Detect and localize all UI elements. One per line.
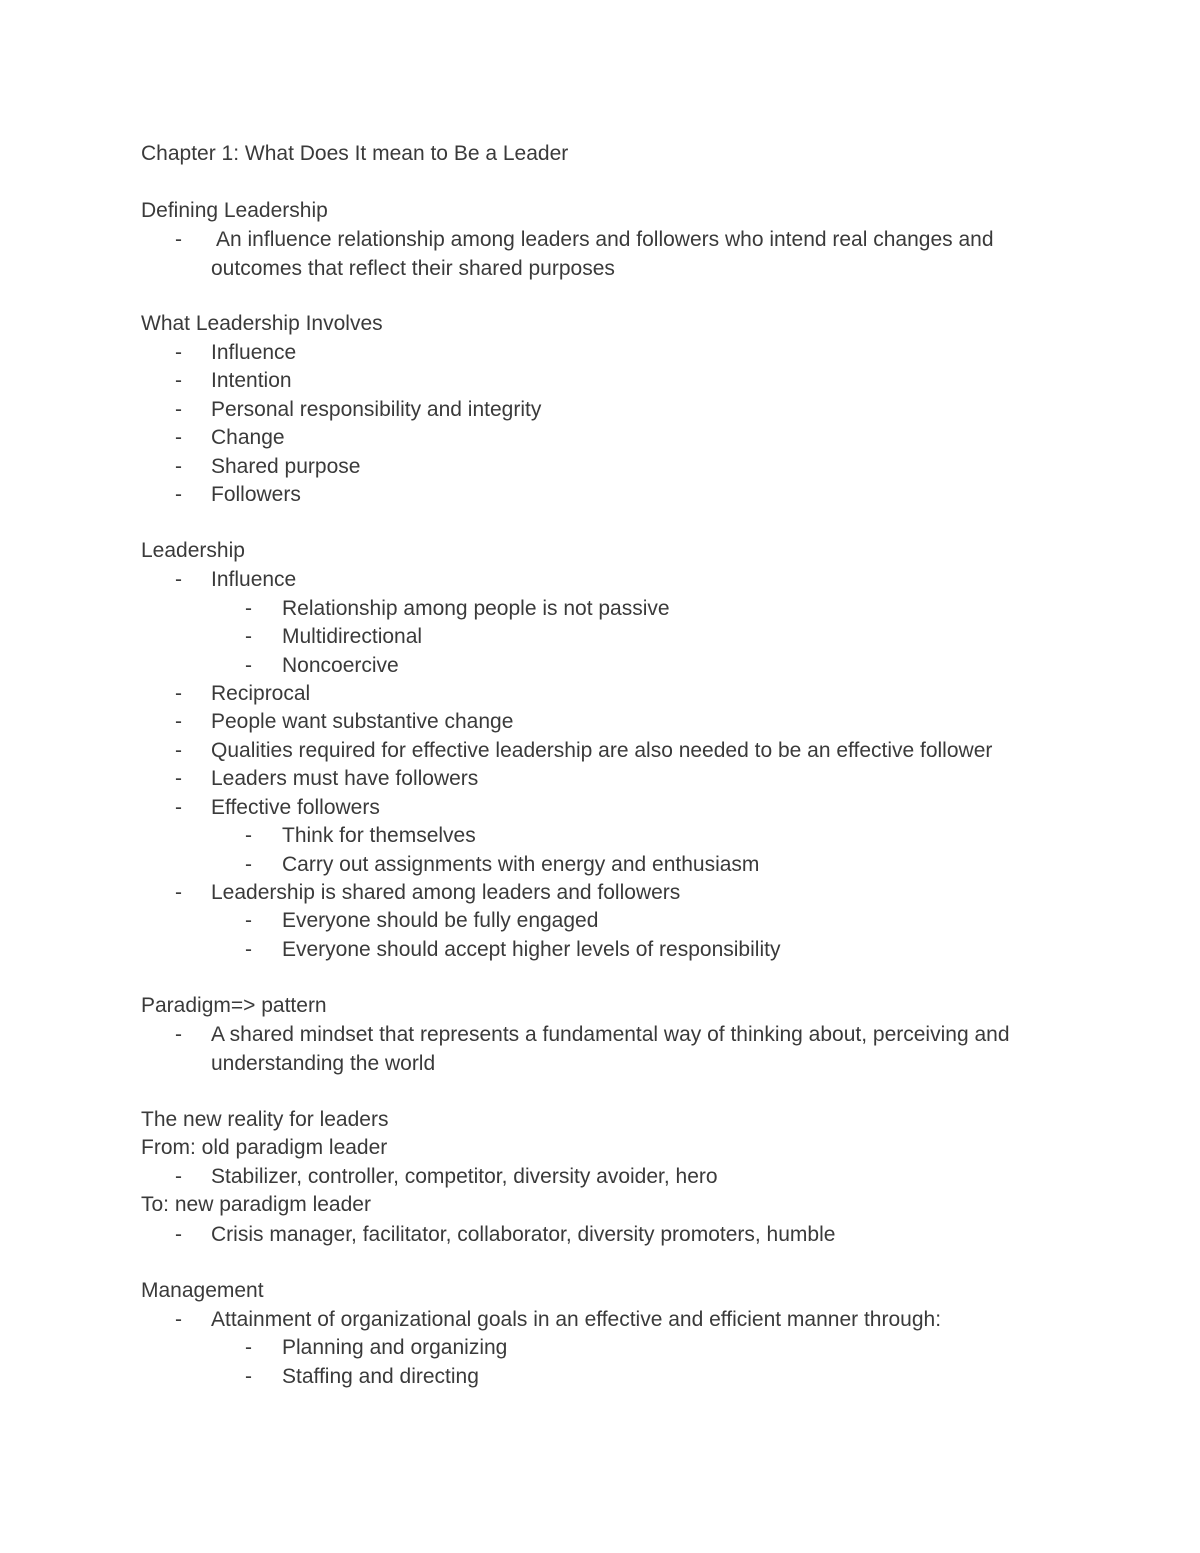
list-item-text: Crisis manager, facilitator, collaborator, diversity promoters, humble: [211, 1223, 836, 1246]
bullet-dash: -: [175, 341, 182, 364]
list-item: [175, 708, 1075, 737]
sub-list-item: [245, 1334, 1145, 1363]
bullet-dash: -: [245, 625, 252, 648]
list-item-text: Change: [211, 426, 285, 449]
list-item-text: Intention: [211, 369, 292, 392]
bullet-dash: -: [175, 369, 182, 392]
section-heading-leadership: Leadership: [141, 539, 245, 562]
list-item: [175, 367, 1075, 396]
list-item-text: Carry out assignments with energy and enthusiasm: [282, 853, 760, 876]
list-item-text: Personal responsibility and integrity: [211, 398, 542, 421]
list-item-text: Attainment of organizational goals in an effective and efficient manner through:: [211, 1308, 942, 1331]
sub-list-item: [245, 1363, 1145, 1392]
list-item-text: An influence relationship among leaders and followers who intend real changes and outcomes that reflect their shared purposes: [211, 228, 994, 280]
bullet-dash: -: [175, 228, 182, 251]
list-item: [175, 424, 1075, 453]
list-item-text: Influence: [211, 568, 297, 591]
section-heading-involves: What Leadership Involves: [141, 312, 383, 335]
list-item-text: Planning and organizing: [282, 1336, 508, 1359]
section-heading-paradigm: Paradigm=> pattern: [141, 994, 327, 1017]
list-item: [175, 1163, 1075, 1192]
sub-list-item: [245, 907, 1145, 936]
list-item-text: People want substantive change: [211, 710, 514, 733]
list-item: [175, 879, 1075, 908]
list-item-text: Everyone should be fully engaged: [282, 909, 599, 932]
bullet-dash: -: [175, 1223, 182, 1246]
bullet-dash: -: [175, 739, 182, 762]
list-item: [175, 765, 1075, 794]
list-item-text: Reciprocal: [211, 682, 311, 705]
bullet-dash: -: [175, 796, 182, 819]
bullet-dash: -: [245, 824, 252, 847]
list-item-text: Relationship among people is not passive: [282, 597, 670, 620]
bullet-dash: -: [245, 938, 252, 961]
list-item: [175, 794, 1075, 823]
list-item-text: Leadership is shared among leaders and followers: [211, 881, 681, 904]
bullet-dash: -: [175, 398, 182, 421]
section-heading-reality: The new reality for leaders: [141, 1108, 389, 1131]
list-item: [175, 481, 1075, 510]
sub-list-item: [245, 936, 1145, 965]
bullet-dash: -: [175, 710, 182, 733]
bullet-dash: -: [175, 1165, 182, 1188]
list-item-text: Qualities required for effective leadership are also needed to be an effective follower: [211, 739, 993, 762]
bullet-dash: -: [245, 853, 252, 876]
from-label: From: old paradigm leader: [141, 1136, 388, 1159]
sub-list-item: [245, 595, 1145, 624]
sub-list-item: [245, 851, 1145, 880]
sub-list-item: [245, 822, 1145, 851]
list-item-text: Leaders must have followers: [211, 767, 479, 790]
list-item: [175, 680, 1075, 709]
list-item-text: Think for themselves: [282, 824, 476, 847]
list-item: [175, 226, 1075, 283]
page-title: Chapter 1: What Does It mean to Be a Leader: [141, 142, 569, 165]
bullet-dash: -: [245, 597, 252, 620]
list-item-text: A shared mindset that represents a fundamental way of thinking about, perceiving and understanding the world: [211, 1023, 1010, 1075]
bullet-dash: -: [245, 654, 252, 677]
list-item: [175, 339, 1075, 368]
bullet-dash: -: [175, 483, 182, 506]
list-item: [175, 737, 1075, 766]
bullet-dash: -: [175, 1023, 182, 1046]
list-item-text: Stabilizer, controller, competitor, diversity avoider, hero: [211, 1165, 718, 1188]
list-item: [175, 453, 1075, 482]
bullet-dash: -: [175, 426, 182, 449]
to-label: To: new paradigm leader: [141, 1193, 371, 1216]
list-item-text: Noncoercive: [282, 654, 399, 677]
bullet-dash: -: [175, 682, 182, 705]
bullet-dash: -: [175, 455, 182, 478]
list-item: [175, 566, 1075, 595]
bullet-dash: -: [245, 1336, 252, 1359]
bullet-dash: -: [175, 568, 182, 591]
list-item-text: Staffing and directing: [282, 1365, 479, 1388]
bullet-dash: -: [175, 1308, 182, 1331]
sub-list-item: [245, 652, 1145, 681]
section-heading-management: Management: [141, 1279, 264, 1302]
bullet-dash: -: [245, 1365, 252, 1388]
bullet-dash: -: [245, 909, 252, 932]
list-item: [175, 1221, 1075, 1250]
bullet-dash: -: [175, 767, 182, 790]
list-item-text: Everyone should accept higher levels of responsibility: [282, 938, 781, 961]
bullet-dash: -: [175, 881, 182, 904]
list-item-text: Followers: [211, 483, 301, 506]
list-item-text: Multidirectional: [282, 625, 423, 648]
section-heading-defining: Defining Leadership: [141, 199, 328, 222]
list-item-text: Influence: [211, 341, 297, 364]
list-item: [175, 1306, 1075, 1335]
list-item: [175, 1021, 1075, 1078]
sub-list-item: [245, 623, 1145, 652]
list-item-text: Shared purpose: [211, 455, 361, 478]
list-item: [175, 396, 1075, 425]
list-item-text: Effective followers: [211, 796, 380, 819]
